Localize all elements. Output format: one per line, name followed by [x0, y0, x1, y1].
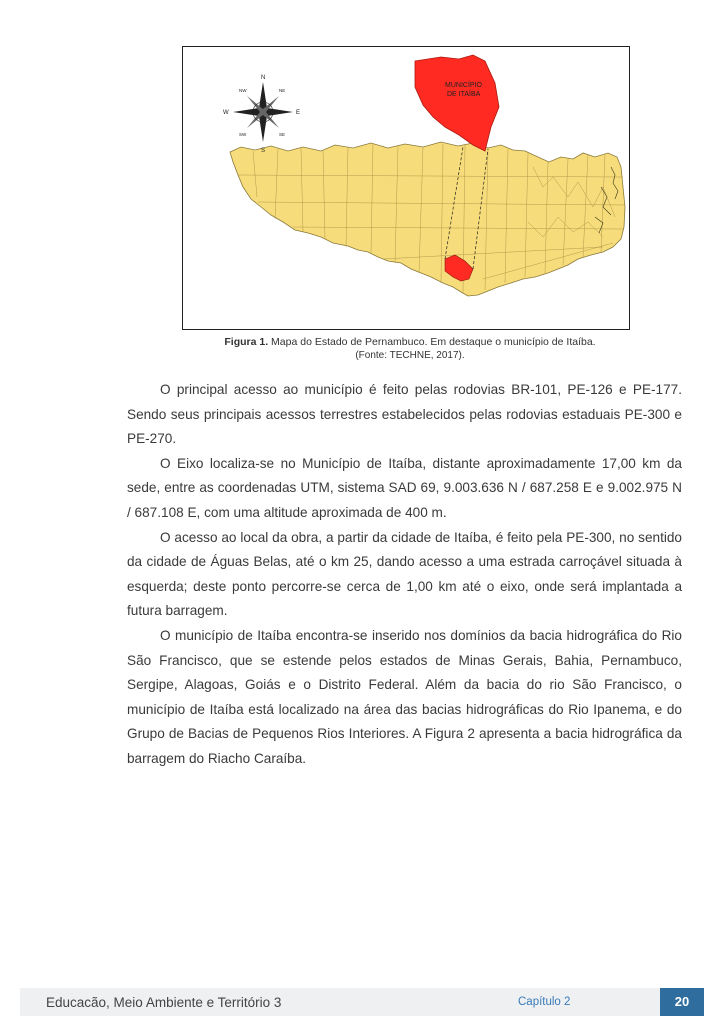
svg-text:NW: NW [239, 88, 247, 93]
svg-text:W: W [223, 110, 229, 116]
svg-text:SW: SW [239, 132, 247, 137]
inset-label-2: DE ITAÍBA [447, 91, 481, 98]
caption-text: Mapa do Estado de Pernambuco. Em destaque o município de Itaíba. [268, 336, 596, 348]
svg-text:NE: NE [279, 88, 286, 93]
caption-source: (Fonte: TECHNE, 2017). [355, 350, 465, 361]
footer-chapter: Capítulo 2 [518, 996, 571, 1008]
body-text [127, 378, 682, 772]
inset-label-1: MUNICÍPIO [445, 82, 482, 89]
svg-text:SE: SE [279, 132, 286, 137]
figure-caption [130, 336, 690, 348]
svg-text:N: N [261, 75, 266, 81]
paragraph: O município de Itaíba encontra-se inserido nos domínios da bacia hidrográfica do Rio São Francisco, que se estende pelos estados de Minas Gerais, Bahia, Pernambuco, Sergipe, Alagoas, Goiás e o Distrito Federal. Além da bacia do rio São Francisco, o município de Itaíba está localizado na área das bacias hidrográficas do Rio Ipanema, e do Grupo de Bacias de Pequenos Rios Interiores. A Figura 2 apresenta a bacia hidrográfica da barragem do Riacho Caraíba. [127, 627, 682, 766]
page-number: 20 [660, 988, 704, 1016]
svg-text:S: S [261, 148, 266, 154]
compass-rose-icon [223, 75, 300, 154]
svg-text:E: E [296, 110, 301, 116]
page-footer [20, 988, 704, 1016]
state-shape [230, 142, 625, 296]
paragraph: O acesso ao local da obra, a partir da cidade de Itaíba, é feito pela PE-300, no sentido da cidade de Águas Belas, até o km 25, dando acesso a uma estrada carroçável situada à esquerda; deste ponto percorre-se cerca de 1,00 km até o eixo, onde será implantada a futura barragem. [127, 529, 682, 619]
caption-label: Figura 1. [224, 336, 269, 348]
pernambuco-map [183, 47, 629, 329]
paragraph: O principal acesso ao município é feito pelas rodovias BR-101, PE-126 e PE-177. Sendo seus principais acessos terrestres estabelecidos pelas rodovias estaduais PE-300 e PE-270. [127, 382, 682, 447]
paragraph: O Eixo localiza-se no Município de Itaíba, distante aproximadamente 17,00 km da sede, entre as coordenadas UTM, sistema SAD 69, 9.003.636 N / 687.258 E e 9.002.975 N / 687.108 E, com uma altitude aproximada de 400 m. [127, 455, 682, 520]
itaiba-inset [415, 55, 499, 151]
footer-book-title: Educacão, Meio Ambiente e Território 3 [46, 995, 282, 1010]
map-figure [182, 46, 630, 330]
